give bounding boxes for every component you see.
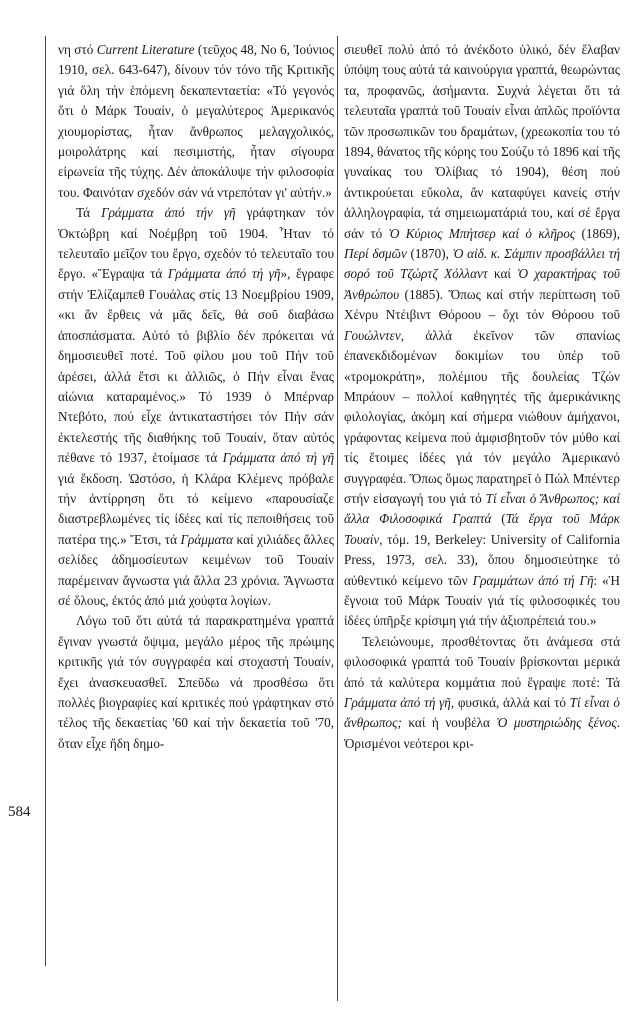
paragraph [344,632,620,754]
italic-title-text: Ὁ αἰδ. κ. Σάμπιν προσβάλλει τή σορό τοῦ Τζώρτζ Χόλλαντ [344,246,620,282]
body-text: : «Ἡ ἔγνοια τοῦ Μάρκ Τουαίν γιά τίς φιλοσοφικές του ἰδέες ὑπῆρξε κρίσιμη γιά τήν ἀξιοπρέπειά του.» [344,572,621,629]
body-text: (1869), [575,225,620,241]
body-text: (1870), [406,246,453,262]
body-text: γιά ἔκδοση. Ὡστόσο, ἡ Κλάρα Κλέμενς πρόβαλε τήν ἀντίρρηση ὅτι τό κείμενο «παρουσίαζε διαστρεβλωμένες τίς ἰδέες καί τίς πεποιθήσεις τοῦ πατέρα της.» Ἔτσι, τά [58,470,334,547]
body-text: . Ὁρισμένοι νεότεροι κρι- [344,715,620,751]
paragraph [344,40,620,632]
right-column [344,40,620,754]
italic-title-text: Γράμματα ἀπό τή γῆ [167,266,281,282]
body-text: καί [487,266,518,282]
italic-title-text: Τί εἶναι ὁ Ἄνθρωπος; καί ἄλλα Φιλοσοφικά Γραπτά [344,490,620,527]
italic-title-text: Γράμματα ἀπό τή γῆ [344,695,451,710]
body-text: ( [491,511,506,527]
body-text: καί ἡ νουβέλα [401,715,497,731]
italic-title-text: Γράμματα [180,531,234,547]
body-text: Τά [76,205,102,221]
italic-title-text: Γράμματα ἀπό τή γῆ [222,450,334,466]
italic-title-text: Ὁ χαρακτήρας τοῦ Ἀνθρώπου [344,266,620,302]
body-text: νη στό [58,42,97,57]
body-text: Λόγω τοῦ ὅτι αὐτά τά παρακρατημένα γραπτά ἔγιναν γνωστά ὄψιμα, μεγάλο μέρος τῆς πρώιμης κριτικῆς γιά τόν συγγραφέα καί στοχαστή Τουαίν, ἔχει ἀνασκευασθεῖ. Σπεῦδω νά προσθέσω ὅτι πολλές βιογραφίες καί κριτικές πού γράφτηκαν στό τέλος τῆς δεκαετίας '60 καί τήν δεκαετία τοῦ '70, ὅταν εἶχε ἤδη δημο- [58,613,334,751]
body-text: σιευθεῖ πολύ ἀπό τό ἀνέκδοτο ὑλικό, δέν ἔλαβαν ὑπόψη τους αὐτά τά καινούργια γραπτά, θεωρώντας τα, προφανῶς, ἀσήμαντα. Συχνά λέγεται ὅτι τά τελευταῖα γραπτά τοῦ Τουαίν εἶναι ἁπλῶς προϊόντα τῶν προσωπικῶν του δραμάτων, (χρεωκοπία του τό 1894, θάνατος τῆς κόρης του Σούζυ τό 1896 καί τῆς γυναίκας του Ὀλίβιας τό 1904), θέση πού ἀντικρούεται εὔκολα, ἄν καταφύγει κανείς στήν ἀλληλογραφία, τά σημειωματάριά του, καί σέ ἔργα σάν τό [344,42,620,241]
italic-title-text: Περί δσμῶν [344,246,407,262]
left-margin-rule [45,36,46,966]
body-text: καί χιλιάδες ἄλλες σελίδες ἀδημοσίευτων κειμένων τοῦ Τουαίν παρέμειναν ἄγνωστα γιά ἄλλα 23 χρόνια. Ἄγνωστα σέ ὅλους, ἐκτός ἀπό μιά χούφτα λογίων. [58,531,334,608]
body-text: », ἔγραφε στήν Ἐλίζαμπεθ Γουάλας στίς 13 Νοεμβρίου 1909, «κι ἄν ἔρθεις νά μᾶς δεῖς, θά σοῦ διαβάσω ἀποσπάσματα. Αὐτό τό βιβλίο δέν πρόκειται νά δημοσιευθεῖ ποτέ. Τοῦ φίλου μου τοῦ Πήν τοῦ ἀρέσει, ἀλλά ἔτσι κι ἀλλιῶς, ὁ Πήν εἶναι ἕνας αἰώνια καταραμένος.» Τό 1939 ὁ Μπέρναρ Ντεβότο, πού εἶχε ἀντικαταστήσει τόν Πήν σάν ἐκτελεστής τῆς διαθήκης τοῦ Τουαίν, ὅταν αὐτός πέθανε τό 1937, ἑτοίμασε τά [58,266,335,466]
paragraph [58,40,334,203]
body-text: Τελειώνουμε, προσθέτοντας ὅτι ἀνάμεσα στά φιλοσοφικά γραπτά τοῦ Τουαίν βρίσκονται μερικά ἀπό τά καλύτερα κομμάτια πού ἔγραψε ποτέ: Τά [344,633,620,690]
italic-title-text: Ὁ Κύριος Μπήτσερ καί ὁ κλῆρος [388,225,576,241]
italic-title-text: Τά ἔργα τοῦ Μάρκ Τουαίν [344,511,620,547]
body-text: , φυσικά, ἀλλά καί τό [450,695,570,710]
body-text: , ἀλλά ἐκεῖνον τῶν σπανίως ἐπανεκδιδομένων δοκιμίων του ὑπέρ τοῦ «τρομοκράτη», πολέμιου τῆς δουλείας Τζών Μπράουν – πολλοί καθηγητές τῆς ἀμερικάνικης φιλολογίας, ἀκόμη καί σήμερα νιώθουν ἀμήχανοι, γράφοντας κείμενα πού ἀμφισβητοῦν τόν μύθο καί τίς ἕτοιμες ἰδέες γιά τόν μεγάλο Ἀμερικανό συγγραφέα. Ὅπως ὅμως παρατηρεῖ ὁ Πώλ Μπέντερ στήν εἰσαγωγή του γιά τό [344,327,620,506]
italic-title-text: Current Literature [96,42,195,57]
paragraph [58,611,334,754]
body-text: (τεῦχος 48, Νο 6, Ἰούνιος 1910, σελ. 643-647), δίνουν τόν τόνο τῆς Κριτικῆς γιά ὅλη τήν ἑπόμενη δεκαπενταετία: «Τό γεγονός ὅτι ὁ Μάρκ Τουαίν, ὁ μεγαλύτερος Ἀμερικανός χιουμορίστας, ἦταν ἄνθρωπος μελαγχολικός, μοιρολάτρης καί πεσιμιστής, ἦταν σίγουρα εἰρωνεία τῆς τύχης. Δέν ἀποκάλυψε τήν φιλοσοφία του. Φαινόταν σχεδόν σάν νά ντρεπόταν γι' αὐτήν.» [58,42,334,200]
column-divider [337,36,338,1001]
left-column [58,40,334,754]
body-text: (1885). Ὅπως καί στήν περίπτωση τοῦ Χένρυ Ντέιβιντ Θόροου – ὄχι τόν Θόροου τοῦ [344,286,620,323]
page-number: 584 [8,804,31,820]
italic-title-text: Γουώλντεν [344,327,401,343]
body-text: , τόμ. 19, Berkeley: University of California Press, 1973, σελ. 33), ὅπου δημοσιεύτηκε τό αὐθεντικό κείμενο τῶν [344,531,620,588]
italic-title-text: Ὁ μυστηριώδης ξένος [496,715,617,731]
italic-title-text: Γράμματα ἀπό τήν γῆ [101,205,236,221]
italic-title-text: Τί εἶναι ὁ ἄνθρωπος; [344,695,620,731]
body-text: γράφτηκαν τόν Ὀκτώβρη καί Νοέμβρη τοῦ 1904. Ἦταν τό τελευταῖο μεῖζον του ἔργο, σχεδόν τό τελευταῖο του ἔργο. «Ἔγραψα τά [58,205,334,282]
paragraph [58,203,334,611]
italic-title-text: Γραμμάτων ἀπό τή Γῆ [472,572,594,588]
